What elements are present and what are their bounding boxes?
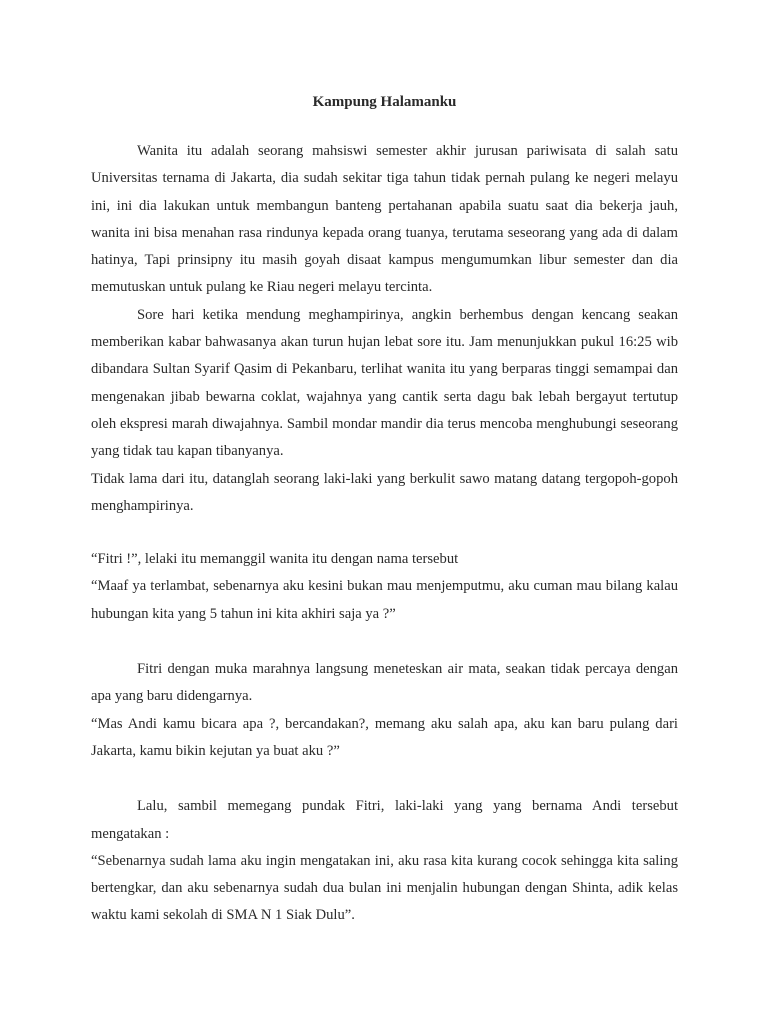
paragraph-spacer <box>91 628 678 656</box>
paragraph-call-fitri: “Fitri !”, lelaki itu memanggil wanita itu dengan nama tersebut <box>91 551 459 568</box>
paragraph-andi-confession: “Sebenarnya sudah lama aku ingin mengatakan ini, aku rasa kita kurang cocok sehingga kita saling bertengkar, dan aku sebenarnya sudah dua bulan ini menjalin hubungan dengan Shinta, adik kelas waktu kami sekolah di SMA N 1 Siak Dulu”. <box>91 852 678 924</box>
paragraph-airport: Sore hari ketika mendung meghampirinya, angkin berhembus dengan kencang seakan memberikan kabar bahwasanya akan turun hujan lebat sore itu. Jam menunjukkan pukul 16:25 wib dibandara Sultan Syarif Qasim di Pekanbaru, terlihat wanita itu yang berparas tinggi semampai dan mengenakan jibab bewarna coklat, wajahnya yang cantik serta dagu bak lebah bergayut tertutup oleh ekspresi marah diwajahnya. Sambil mondar mandir dia terus mencoba menghubungi seseorang yang tidak tau kapan tibanyanya. <box>91 306 678 460</box>
paragraph-intro: Wanita itu adalah seorang mahsiswi semester akhir jurusan pariwisata di salah satu Universitas ternama di Jakarta, dia sudah sekitar tiga tahun tidak pernah pulang ke negeri melayu ini, ini dia lakukan untuk membangun banteng pertahanan apabila suatu saat dia bekerja jauh, wanita ini bisa menahan rasa rindunya kepada orang tuanya, terutama seseorang yang ada di dalam hatinya, Tapi prinsipny itu masih goyah disaat kampus mengumumkan libur semester dan dia memutuskan untuk pulang ke Riau negeri melayu tercinta. <box>91 143 678 296</box>
document-title: Kampung Halamanku <box>312 94 457 110</box>
paragraph-fitri-tears: Fitri dengan muka marahnya langsung meneteskan air mata, seakan tidak percaya dengan apa yang baru didengarnya. <box>91 661 678 705</box>
paragraph-spacer <box>91 520 678 546</box>
paragraph-spacer <box>91 765 678 793</box>
paragraph-apology: “Maaf ya terlambat, sebenarnya aku kesini bukan mau menjemputmu, aku cuman mau bilang kalau hubungan kita yang 5 tahun ini kita akhiri saja ya ?” <box>91 578 678 622</box>
paragraph-fitri-question: “Mas Andi kamu bicara apa ?, bercandakan?, memang aku salah apa, aku kan baru pulang dari Jakarta, kamu bikin kejutan ya buat aku ?” <box>91 715 678 759</box>
paragraph-andi-says: Lalu, sambil memegang pundak Fitri, laki-laki yang yang bernama Andi tersebut mengatakan : <box>91 798 678 842</box>
paragraph-arrival: Tidak lama dari itu, datanglah seorang laki-laki yang berkulit sawo matang datang tergopoh-gopoh menghampirinya. <box>91 470 678 514</box>
